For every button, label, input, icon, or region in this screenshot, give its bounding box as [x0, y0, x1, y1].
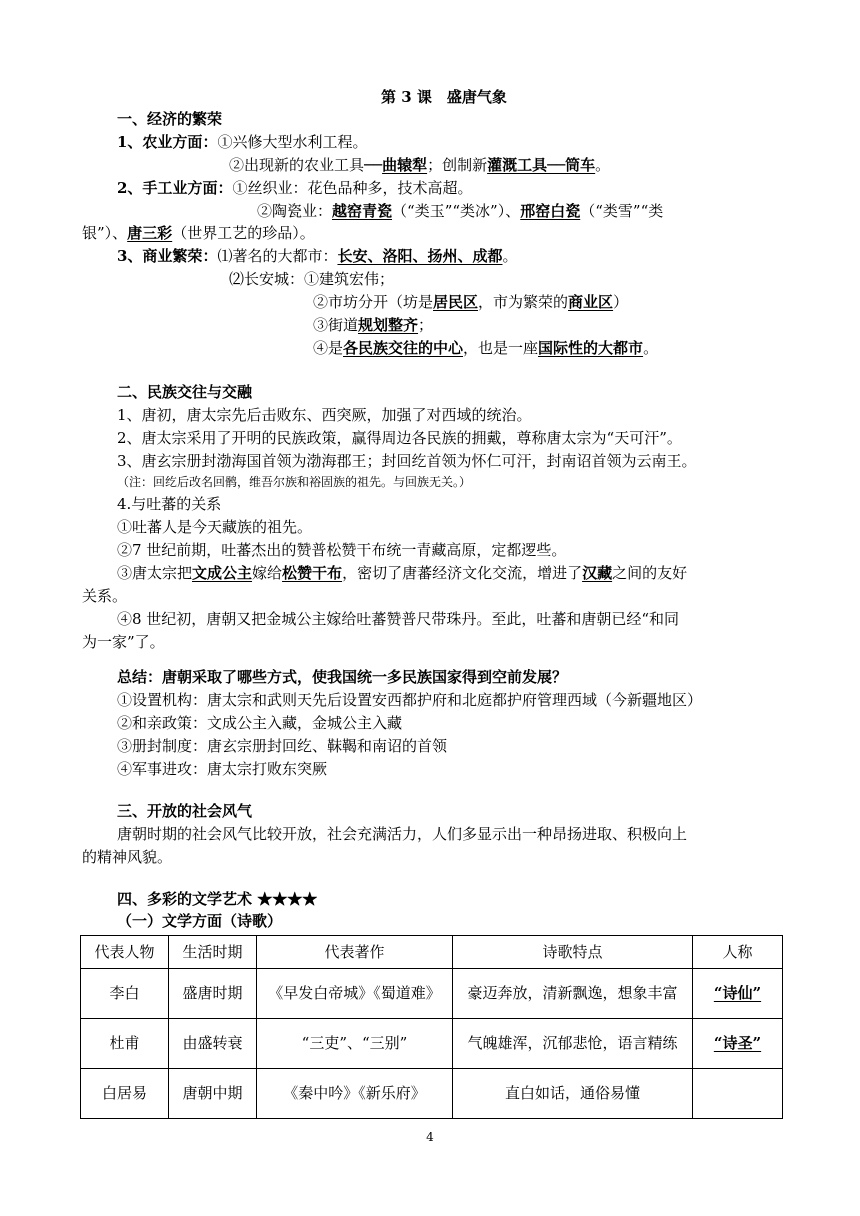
comm-line-1 [117, 245, 518, 267]
craft-text-2e: （“类雪”“类 [580, 202, 664, 220]
comm-line-3 [313, 291, 628, 313]
craft-text-1: ①丝织业：花色品种多，技术高超。 [232, 179, 473, 197]
key-term-tangsancai: 唐三彩 [127, 224, 173, 242]
tubo-item-4: ④8 世纪初，唐朝又把金城公主嫁给吐蕃赞普尺带珠丹。至此，吐蕃和唐朝已经“和同 [117, 610, 679, 628]
summary-item-4: ④军事进攻：唐太宗打败东突厥 [117, 760, 328, 778]
comm-text-5c: ，也是一座 [463, 339, 539, 357]
table-cell: “诗仙” [693, 969, 783, 1019]
agri-text-2e: 。 [595, 156, 611, 174]
table-header-cell: 生活时期 [169, 936, 257, 969]
s3-para-1: 唐朝时期的社会风气比较开放，社会充满活力，人们多显示出一种昂扬进取、积极向上 [117, 825, 688, 843]
comm-line-2: ⑵长安城：①建筑宏伟； [229, 270, 395, 288]
summary-item-3: ③册封制度：唐玄宗册封回纥、靺鞨和南诏的首领 [117, 737, 448, 755]
section-4-subheading: （一）文学方面（诗歌） [117, 912, 283, 930]
key-term-wencheng: 文成公主 [192, 564, 253, 582]
section-1-heading: 一、经济的繁荣 [117, 110, 223, 128]
comm-text-3e: ） [613, 293, 629, 311]
craft-text-3c: （世界工艺的珍品）。 [172, 224, 315, 242]
section-2-heading: 二、民族交往与交融 [117, 383, 253, 401]
agri-line-2 [229, 154, 610, 176]
table-cell: 白居易 [81, 1069, 169, 1119]
poets-table [80, 935, 783, 1119]
key-term-hanzang: 汉藏 [582, 564, 613, 582]
lesson-title: 第 3 课 盛唐气象 [381, 88, 507, 106]
craft-text-3a: 银”）、 [82, 224, 128, 242]
comm-text-3c: ，市为繁荣的 [478, 293, 569, 311]
comm-text-5a: ④是 [313, 339, 344, 357]
key-term-yueyao: 越窑青瓷 [332, 202, 393, 220]
agri-text-2a: ②出现新的农业工具── [229, 156, 383, 174]
craft-label: 2、手工业方面： [117, 179, 233, 197]
key-term-juminqu: 居民区 [433, 293, 479, 311]
key-term-shangyequ: 商业区 [568, 293, 614, 311]
key-term-xingyao: 邢窑白瓷 [520, 202, 581, 220]
table-cell: 唐朝中期 [169, 1069, 257, 1119]
tubo-3e: ，密切了唐蕃经济文化交流，增进了 [342, 564, 583, 582]
section-3-heading: 三、开放的社会风气 [117, 802, 253, 820]
key-term-guojixing: 国际性的大都市 [538, 339, 644, 357]
summary-heading: 总结：唐朝采取了哪些方式，使我国统一多民族国家得到空前发展？ [117, 668, 568, 686]
tubo-3a: ③唐太宗把 [117, 564, 193, 582]
key-term-jiaowang: 各民族交往的中心 [343, 339, 464, 357]
page-number: 4 [426, 1130, 434, 1144]
key-term-tongche: 灌溉工具──筒车 [487, 156, 596, 174]
table-cell: 豪迈奔放，清新飘逸，想象丰富 [453, 969, 693, 1019]
table-header-cell: 代表人物 [81, 936, 169, 969]
craft-line-1 [117, 177, 472, 199]
table-header-cell: 诗歌特点 [453, 936, 693, 969]
s2-note: （注：回纥后改名回鹘，维吾尔族和裕固族的祖先。与回族无关。） [117, 475, 472, 489]
table-row [81, 1019, 783, 1069]
tubo-item-3-cont: 关系。 [82, 587, 128, 605]
table-cell: “诗圣” [693, 1019, 783, 1069]
tubo-3c: 嫁给 [252, 564, 283, 582]
craft-text-2c: （“类玉”“类冰”）、 [392, 202, 521, 220]
agri-text-2c: ；创制新 [427, 156, 488, 174]
s2-para-4: 4.与吐蕃的关系 [117, 495, 222, 513]
summary-item-1: ①设置机构：唐太宗和武则天先后设置安西都护府和北庭都护府管理西域（今新疆地区） [117, 691, 703, 709]
comm-line-4 [313, 314, 433, 336]
key-term-cities: 长安、洛阳、扬州、成都 [337, 247, 503, 265]
comm-label: 3、商业繁荣： [117, 247, 218, 265]
tubo-item-3 [117, 562, 687, 584]
comm-text-4c: ； [418, 316, 434, 334]
table-cell: 李白 [81, 969, 169, 1019]
table-cell: “三吏”、“三别” [257, 1019, 453, 1069]
summary-item-2: ②和亲政策：文成公主入藏，金城公主入藏 [117, 714, 403, 732]
comm-text-1a: ⑴著名的大都市： [217, 247, 338, 265]
table-header-cell: 人称 [693, 936, 783, 969]
craft-text-2a: ②陶瓷业： [257, 202, 333, 220]
table-cell [693, 1069, 783, 1119]
table-cell: 直白如话，通俗易懂 [453, 1069, 693, 1119]
craft-line-2 [257, 200, 663, 222]
table-row [81, 1069, 783, 1119]
s2-para-1: 1、唐初，唐太宗先后击败东、西突厥，加强了对西域的统治。 [117, 406, 532, 424]
key-term-guihua: 规划整齐 [358, 316, 419, 334]
table-cell: 气魄雄浑，沉郁悲怆，语言精练 [453, 1019, 693, 1069]
comm-text-3a: ②市坊分开（坊是 [313, 293, 434, 311]
comm-line-5 [313, 337, 658, 359]
table-row [81, 969, 783, 1019]
key-term-songzan: 松赞干布 [282, 564, 343, 582]
table-cell: 盛唐时期 [169, 969, 257, 1019]
comm-text-1c: 。 [502, 247, 518, 265]
agri-line-1 [117, 131, 367, 153]
table-header-row [81, 936, 783, 969]
tubo-item-2: ②7 世纪前期，吐蕃杰出的赞普松赞干布统一青藏高原，定都逻些。 [117, 541, 567, 559]
comm-text-5e: 。 [643, 339, 659, 357]
s3-para-2: 的精神风貌。 [82, 848, 173, 866]
table-cell: 《秦中吟》《新乐府》 [257, 1069, 453, 1119]
agri-text-1: ①兴修大型水利工程。 [217, 133, 368, 151]
table-cell: 杜甫 [81, 1019, 169, 1069]
comm-text-4a: ③街道 [313, 316, 359, 334]
tubo-item-4-cont: 为一家”了。 [82, 633, 165, 651]
s2-para-3: 3、唐玄宗册封渤海国首领为渤海郡王；封回纥首领为怀仁可汗，封南诏首领为云南王。 [117, 452, 697, 470]
tubo-3g: 之间的友好 [612, 564, 688, 582]
agri-label: 1、农业方面： [117, 133, 218, 151]
table-cell: 由盛转衰 [169, 1019, 257, 1069]
table-cell: 《早发白帝城》《蜀道难》 [257, 969, 453, 1019]
section-4-heading: 四、多彩的文学艺术 ★★★★ [117, 890, 318, 908]
key-term-quyuanli: 曲辕犁 [382, 156, 428, 174]
table-header-cell: 代表著作 [257, 936, 453, 969]
s2-para-2: 2、唐太宗采用了开明的民族政策，赢得周边各民族的拥戴，尊称唐太宗为“天可汗”。 [117, 429, 682, 447]
tubo-item-1: ①吐蕃人是今天藏族的祖先。 [117, 518, 313, 536]
craft-line-3 [82, 222, 315, 244]
